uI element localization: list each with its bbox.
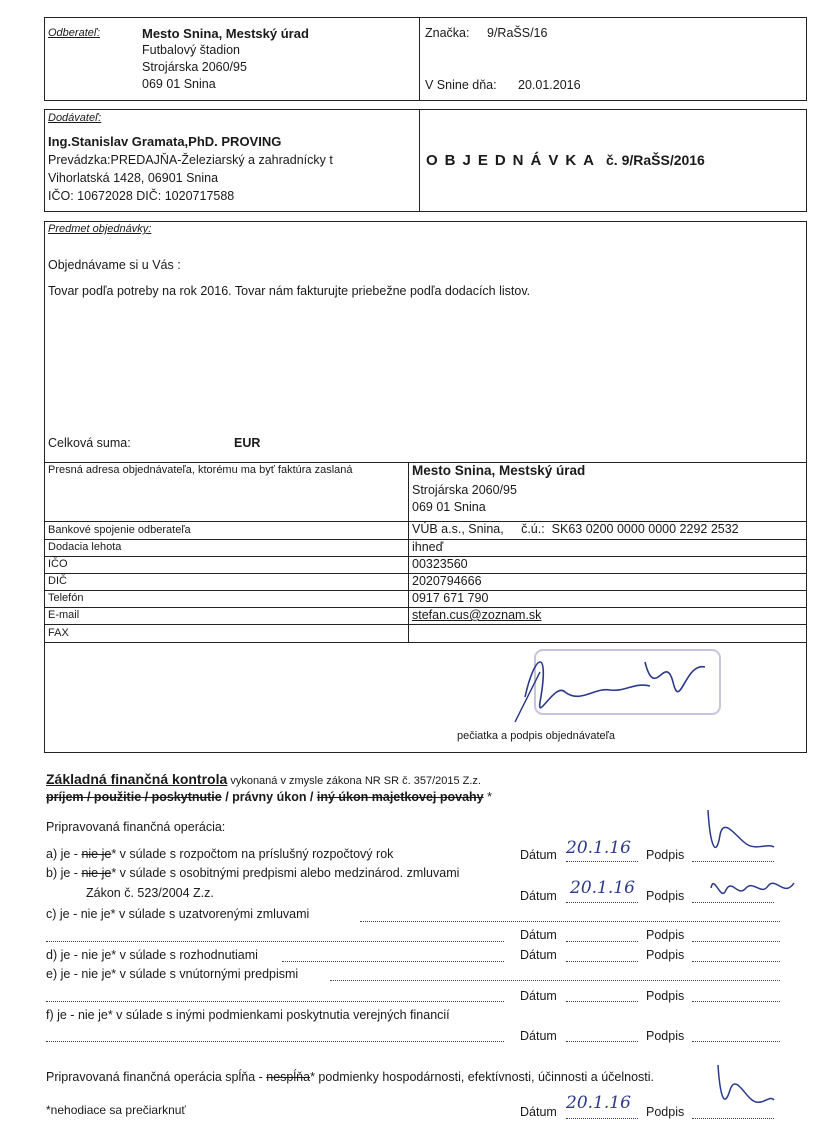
item-c-text: c) je - nie je* v súlade s uzatvorenými zmluvami bbox=[46, 907, 310, 921]
item-b-datum-label: Dátum bbox=[520, 889, 557, 903]
odberatel-line2: Futbalový štadion bbox=[142, 43, 240, 57]
item-a-text bbox=[46, 847, 393, 861]
delivery-value: ihneď bbox=[412, 540, 444, 554]
subject-line2: Tovar podľa potreby na rok 2016. Tovar nám fakturujte priebežne podľa dodacích listov. bbox=[48, 284, 531, 298]
supplier-line4: IČO: 10672028 DIČ: 1020717588 bbox=[48, 189, 235, 203]
ico-label: IČO bbox=[48, 558, 68, 570]
billing-address-label: Presná adresa objednávateľa, ktorému ma byť faktúra zaslaná bbox=[48, 464, 353, 476]
supplier-label: Dodávateľ: bbox=[48, 112, 102, 124]
item-e-dots-2 bbox=[46, 1001, 504, 1002]
final-datum-dots bbox=[566, 1118, 638, 1119]
footnote: *nehodiace sa prečiarknuť bbox=[46, 1103, 186, 1117]
date-label: V Snine dňa: bbox=[425, 78, 497, 92]
control-star: * bbox=[483, 790, 492, 804]
final-datum-label: Dátum bbox=[520, 1105, 557, 1119]
final-handwritten-date: 20.1.16 bbox=[566, 1093, 631, 1113]
item-a-datum-label: Dátum bbox=[520, 848, 557, 862]
delivery-label: Dodacia lehota bbox=[48, 541, 122, 553]
final-strike: nespĺňa bbox=[266, 1070, 311, 1084]
item-d-datum-dots bbox=[566, 961, 638, 962]
date-value: 20.01.2016 bbox=[518, 78, 581, 92]
supplier-divider bbox=[419, 109, 420, 212]
row-line-7 bbox=[44, 624, 807, 625]
item-a-strike: nie je bbox=[81, 847, 112, 861]
order-number: č. 9/RaŠS/2016 bbox=[606, 152, 705, 168]
bank-label: Bankové spojenie odberateľa bbox=[48, 524, 191, 536]
item-a-signature-image bbox=[698, 805, 778, 865]
item-e-dots-1 bbox=[330, 980, 780, 981]
item-d-text: d) je - nie je* v súlade s rozhodnutiami bbox=[46, 948, 258, 962]
email-link[interactable]: stefan.cus@zoznam.sk bbox=[412, 608, 542, 622]
odberatel-line3: Strojárska 2060/95 bbox=[142, 60, 247, 74]
bank-value: VÚB a.s., Snina, č.ú.: SK63 0200 0000 0000 2292 2532 bbox=[412, 522, 739, 536]
control-mid: / právny úkon / bbox=[221, 790, 317, 804]
item-f-podpis-dots bbox=[692, 1041, 780, 1042]
item-b-handwritten-date: 20.1.16 bbox=[570, 878, 635, 898]
control-intro: Pripravovaná finančná operácia: bbox=[46, 820, 226, 834]
item-b-podpis-label: Podpis bbox=[646, 889, 685, 903]
item-c-podpis-dots bbox=[692, 941, 780, 942]
control-heading: Základná finančná kontrola bbox=[46, 771, 228, 787]
supplier-line2: Prevádzka:PREDAJŇA-Železiarský a zahradnícky t bbox=[48, 153, 333, 167]
control-heading-line bbox=[46, 771, 481, 787]
item-c-podpis-label: Podpis bbox=[646, 928, 685, 942]
billing-divider bbox=[408, 462, 409, 642]
ico-value: 00323560 bbox=[412, 557, 468, 571]
item-e-podpis-label: Podpis bbox=[646, 989, 685, 1003]
item-b-strike: nie je bbox=[81, 866, 112, 880]
dic-label: DIČ bbox=[48, 575, 67, 587]
header-divider bbox=[419, 17, 420, 101]
email-label: E-mail bbox=[48, 609, 80, 621]
item-f-text: f) je - nie je* v súlade s inými podmienkami poskytnutia verejných financií bbox=[46, 1008, 450, 1022]
supplier-line3: Vihorlatská 1428, 06901 Snina bbox=[48, 171, 219, 185]
item-d-datum-label: Dátum bbox=[520, 948, 557, 962]
order-title: OBJEDNÁVKA bbox=[426, 152, 602, 169]
item-e-text: e) je - nie je* v súlade s vnútornými predpismi bbox=[46, 967, 299, 981]
item-b-post: * v súlade s osobitnými predpismi alebo medzinárod. zmluvami bbox=[111, 866, 460, 880]
odberatel-name: Mesto Snina, Mestský úrad bbox=[142, 26, 309, 41]
item-b-datum-dots bbox=[566, 902, 638, 903]
item-c-dots-1 bbox=[360, 921, 780, 922]
control-strike-2: iný úkon majetkovej povahy bbox=[316, 790, 484, 804]
item-f-datum-dots bbox=[566, 1041, 638, 1042]
item-f-dots bbox=[46, 1041, 504, 1042]
item-f-datum-label: Dátum bbox=[520, 1029, 557, 1043]
item-b-text bbox=[46, 866, 459, 880]
final-post: * podmienky hospodárnosti, efektívnosti, účinnosti a účelnosti. bbox=[310, 1070, 655, 1084]
billing-address-line3: 069 01 Snina bbox=[412, 500, 486, 514]
item-a-handwritten-date: 20.1.16 bbox=[566, 838, 631, 858]
item-a-datum-dots bbox=[566, 861, 638, 862]
item-b-signature-image bbox=[706, 868, 801, 908]
item-d-podpis-label: Podpis bbox=[646, 948, 685, 962]
item-c-dots-2 bbox=[46, 941, 504, 942]
supplier-name: Ing.Stanislav Gramata,PhD. PROVING bbox=[48, 134, 282, 149]
item-c-datum-label: Dátum bbox=[520, 928, 557, 942]
item-e-datum-dots bbox=[566, 1001, 638, 1002]
phone-label: Telefón bbox=[48, 592, 84, 604]
control-strike-1: príjem / použitie / poskytnutie bbox=[46, 790, 222, 804]
total-currency: EUR bbox=[234, 436, 261, 450]
item-d-dots bbox=[282, 961, 504, 962]
znacka-label: Značka: bbox=[425, 26, 470, 40]
stamp-signature-image bbox=[505, 642, 735, 737]
item-b-pre: b) je - bbox=[46, 866, 82, 880]
dic-value: 2020794666 bbox=[412, 574, 482, 588]
final-pre: Pripravovaná finančná operácia spĺňa - bbox=[46, 1070, 267, 1084]
signature-caption: pečiatka a podpis objednávateľa bbox=[457, 730, 615, 742]
phone-value: 0917 671 790 bbox=[412, 591, 489, 605]
item-b-line2: Zákon č. 523/2004 Z.z. bbox=[86, 886, 214, 900]
item-e-podpis-dots bbox=[692, 1001, 780, 1002]
item-d-podpis-dots bbox=[692, 961, 780, 962]
final-podpis-dots bbox=[692, 1118, 774, 1119]
final-signature-image bbox=[706, 1060, 776, 1115]
final-podpis-label: Podpis bbox=[646, 1105, 685, 1119]
fax-label: FAX bbox=[48, 627, 69, 639]
item-f-podpis-label: Podpis bbox=[646, 1029, 685, 1043]
control-heading-rest: vykonaná v zmysle zákona NR SR č. 357/2015 Z.z. bbox=[227, 775, 481, 787]
odberatel-line4: 069 01 Snina bbox=[142, 77, 216, 91]
item-e-datum-label: Dátum bbox=[520, 989, 557, 1003]
total-label: Celková suma: bbox=[48, 436, 131, 450]
item-a-podpis-label: Podpis bbox=[646, 848, 685, 862]
billing-address-line2: Strojárska 2060/95 bbox=[412, 483, 517, 497]
znacka-value: 9/RaŠS/16 bbox=[487, 26, 548, 40]
subject-line1: Objednávame si u Vás : bbox=[48, 258, 181, 272]
subject-label: Predmet objednávky: bbox=[48, 223, 152, 235]
final-statement bbox=[46, 1070, 654, 1084]
item-c-datum-dots bbox=[566, 941, 638, 942]
odberatel-label: Odberateľ: bbox=[48, 27, 101, 39]
item-a-post: * v súlade s rozpočtom na príslušný rozpočtový rok bbox=[111, 847, 394, 861]
billing-address-name: Mesto Snina, Mestský úrad bbox=[412, 463, 586, 478]
control-subline bbox=[46, 790, 492, 804]
item-a-pre: a) je - bbox=[46, 847, 82, 861]
